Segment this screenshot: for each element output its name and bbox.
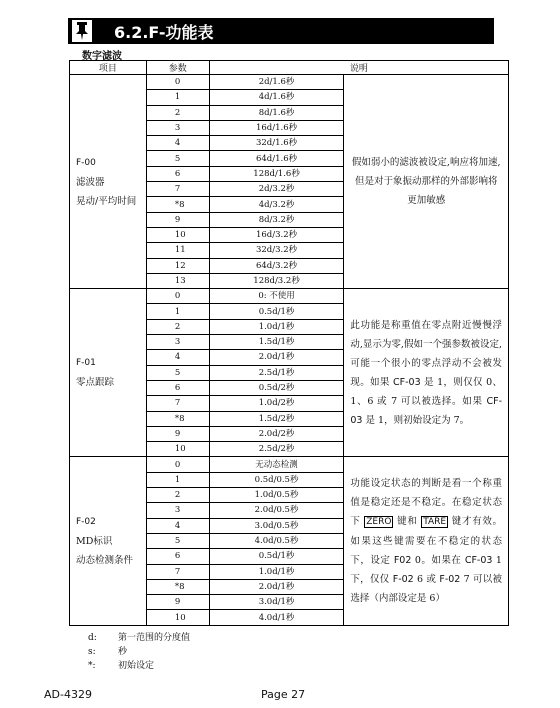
- description-text: 此功能是称重值在零点附近慢慢浮动,显示为零,假如一个强参数被设定,可能一个很小的零点浮动不会被发现。如果: [350, 319, 502, 388]
- value-cell: 2d/3.2秒: [209, 182, 344, 197]
- param-cell: 3: [146, 503, 209, 518]
- param-cell: 10: [146, 227, 209, 242]
- description-text: 假如弱小的滤波被设定,响应将加速,但是对于象振动那样的外部影响将更加敏感: [351, 157, 501, 207]
- description-text: 6 或: [413, 574, 440, 586]
- description-text: 1 下，仅仅: [350, 555, 502, 586]
- value-cell: 4d/1.6秒: [209, 90, 344, 105]
- param-cell: 10: [146, 610, 209, 625]
- description-text: 键和: [393, 516, 422, 528]
- section-header: [68, 18, 494, 44]
- param-cell: *8: [146, 579, 209, 594]
- param-cell: 10: [146, 442, 209, 457]
- description-cell: [344, 75, 509, 289]
- value-cell: 2.5d/2秒: [209, 442, 344, 457]
- column-header-item: 项目: [70, 61, 147, 75]
- parameter-code: CF-03: [393, 376, 421, 388]
- value-cell: 3.0d/0.5秒: [209, 518, 344, 533]
- param-cell: 12: [146, 258, 209, 273]
- item-label: 晃动/平均时间: [76, 195, 137, 207]
- value-cell: 4.0d/1秒: [209, 610, 344, 625]
- param-cell: 3: [146, 335, 209, 350]
- param-cell: 5: [146, 365, 209, 380]
- param-cell: *8: [146, 411, 209, 426]
- table-body: [70, 75, 509, 626]
- note-row: d: 第一范围的分度值: [88, 633, 191, 643]
- parameter-code: CF-03: [350, 395, 502, 426]
- value-cell: 4d/3.2秒: [209, 197, 344, 212]
- description-text: 键才有效。如果这些键需要在不稳定的状态下，设定: [350, 516, 502, 567]
- param-cell: 1: [146, 90, 209, 105]
- column-header-param: 参数: [146, 61, 209, 75]
- param-cell: 6: [146, 166, 209, 181]
- value-cell: 1.5d/1秒: [209, 335, 344, 350]
- value-cell: 8d/3.2秒: [209, 212, 344, 227]
- item-label: 滤波器: [76, 176, 105, 188]
- value-cell: 1.5d/2秒: [209, 411, 344, 426]
- pin-icon: [72, 20, 92, 42]
- value-cell: 4.0d/0.5秒: [209, 533, 344, 548]
- item-label: MD标识: [76, 536, 113, 548]
- param-cell: 2: [146, 488, 209, 503]
- footer-model: AD-4329: [44, 688, 92, 701]
- value-cell: 32d/3.2秒: [209, 243, 344, 258]
- value-cell: 0.5d/2秒: [209, 380, 344, 395]
- param-cell: 1: [146, 472, 209, 487]
- description-text: 功能设定状态的判断是看一个称重值是稳定还是不稳定。在稳定状态下: [350, 478, 502, 528]
- table-row: [70, 75, 509, 90]
- value-cell: 1.0d/2秒: [209, 396, 344, 411]
- parameter-code: CF-03: [464, 555, 493, 567]
- section-title: 6.2.F-功能表: [114, 22, 214, 42]
- value-cell: 64d/3.2秒: [209, 258, 344, 273]
- param-cell: 7: [146, 396, 209, 411]
- item-label: 动态检测条件: [76, 555, 134, 567]
- parameter-code: F-02: [439, 574, 461, 586]
- value-cell: 128d/1.6秒: [209, 166, 344, 181]
- tare-key-label: TARE: [423, 517, 447, 528]
- notes: [88, 631, 190, 673]
- param-cell: 1: [146, 304, 209, 319]
- description-text: 是 1，则初始设定为 7。: [362, 414, 470, 426]
- section-subtitle: 数字滤波: [82, 51, 122, 62]
- item-cell: [70, 289, 147, 457]
- table-row: [70, 289, 509, 304]
- value-cell: 0.5d/0.5秒: [209, 472, 344, 487]
- note-row: *: 初始设定: [88, 661, 155, 671]
- param-cell: 7: [146, 564, 209, 579]
- value-cell: 8d/1.6秒: [209, 105, 344, 120]
- param-cell: 4: [146, 136, 209, 151]
- parameter-code: F02: [393, 555, 412, 567]
- value-cell: 2d/1.6秒: [209, 75, 344, 90]
- value-cell: 1.0d/1秒: [209, 319, 344, 334]
- param-cell: 4: [146, 350, 209, 365]
- param-cell: 5: [146, 533, 209, 548]
- param-cell: 11: [146, 243, 209, 258]
- note-row: s: 秒: [88, 647, 128, 657]
- value-cell: 3.0d/1秒: [209, 595, 344, 610]
- param-cell: 6: [146, 380, 209, 395]
- param-cell: 2: [146, 319, 209, 334]
- param-cell: 7: [146, 182, 209, 197]
- description-cell: [344, 289, 509, 457]
- item-cell: [70, 457, 147, 625]
- param-cell: 9: [146, 426, 209, 441]
- item-label: 零点跟踪: [76, 377, 115, 389]
- param-cell: 0: [146, 75, 209, 90]
- value-cell: 2.0d/0.5秒: [209, 503, 344, 518]
- value-cell: 0.5d/1秒: [209, 549, 344, 564]
- description-text: 7 可以被选择（内部设定是 6）: [350, 574, 502, 605]
- param-cell: 3: [146, 120, 209, 135]
- param-cell: *8: [146, 197, 209, 212]
- value-cell: 16d/3.2秒: [209, 227, 344, 242]
- param-cell: 13: [146, 273, 209, 288]
- item-cell: [70, 75, 147, 289]
- param-cell: 9: [146, 595, 209, 610]
- item-code: F-02: [76, 517, 96, 528]
- param-cell: 5: [146, 151, 209, 166]
- value-cell: 16d/1.6秒: [209, 120, 344, 135]
- column-header-desc: 说明: [209, 61, 508, 75]
- value-cell: 64d/1.6秒: [209, 151, 344, 166]
- value-cell: 2.5d/1秒: [209, 365, 344, 380]
- value-cell: 1.0d/1秒: [209, 564, 344, 579]
- param-cell: 6: [146, 549, 209, 564]
- param-cell: 2: [146, 105, 209, 120]
- value-cell: 2.0d/1秒: [209, 579, 344, 594]
- footer-page: Page 27: [261, 688, 306, 701]
- description-text: 是 1，则仅仅 0、1、6 或 7 可以被选择。如果: [350, 376, 502, 407]
- table-row: [70, 457, 509, 472]
- table-header-row: [70, 61, 509, 75]
- value-cell: 2.0d/2秒: [209, 426, 344, 441]
- zero-key-label: ZERO: [366, 517, 392, 528]
- value-cell: 32d/1.6秒: [209, 136, 344, 151]
- description-text: 0。如果在: [411, 555, 465, 567]
- param-cell: 0: [146, 457, 209, 472]
- param-cell: 4: [146, 518, 209, 533]
- value-cell: 0: 不使用: [209, 289, 344, 304]
- description-cell: [344, 457, 509, 625]
- value-cell: 2.0d/1秒: [209, 350, 344, 365]
- item-code: F-00: [76, 157, 96, 168]
- value-cell: 0.5d/1秒: [209, 304, 344, 319]
- value-cell: 1.0d/0.5秒: [209, 488, 344, 503]
- param-cell: 0: [146, 289, 209, 304]
- function-table: [69, 60, 509, 626]
- value-cell: 128d/3.2秒: [209, 273, 344, 288]
- parameter-code: F-02: [392, 574, 414, 586]
- item-code: F-01: [76, 358, 96, 369]
- value-cell: 无动态检测: [209, 457, 344, 472]
- param-cell: 9: [146, 212, 209, 227]
